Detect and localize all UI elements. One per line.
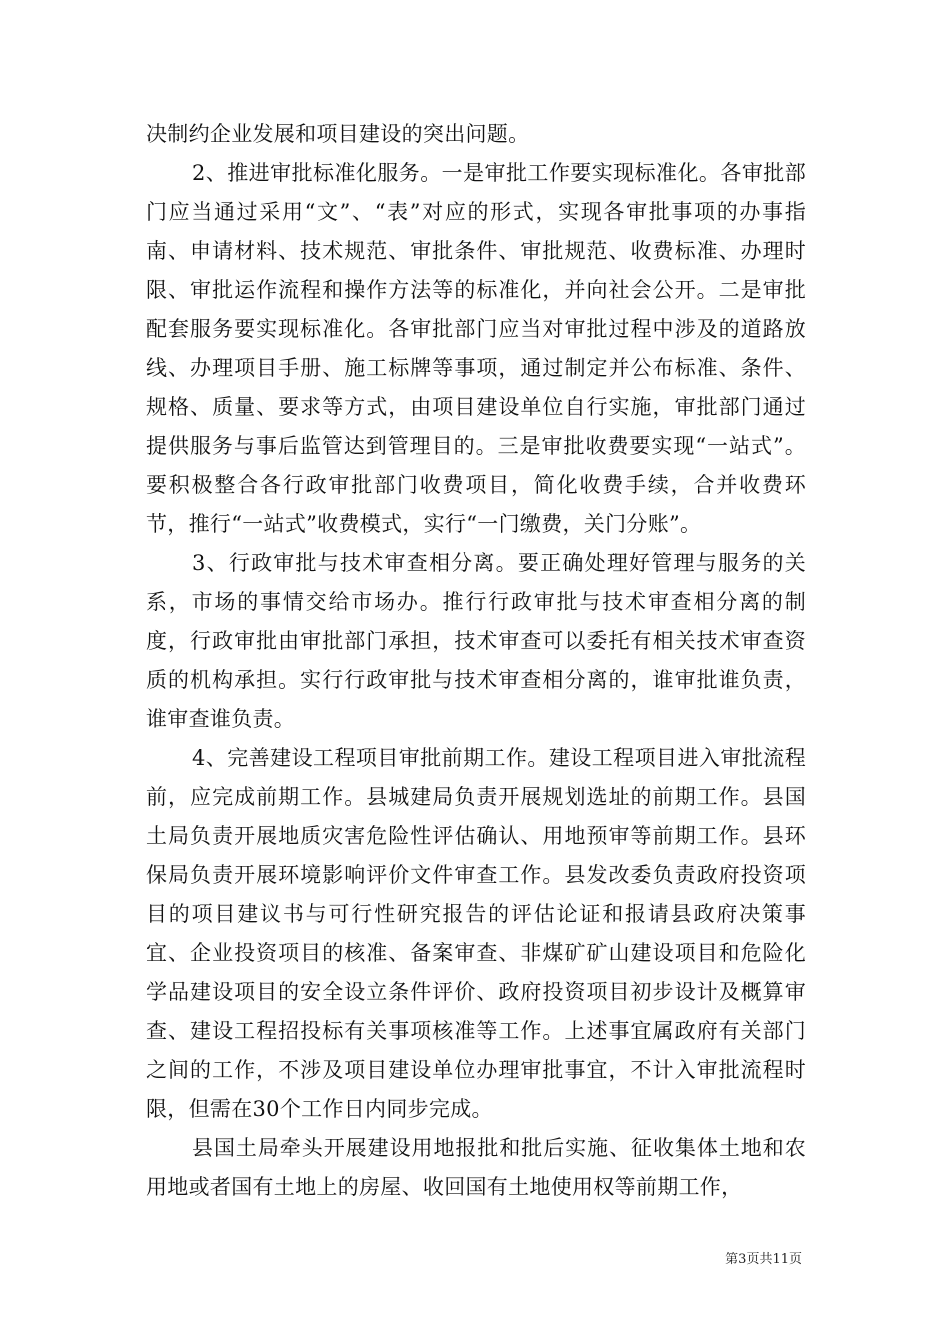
paragraph-item-3: 3、行政审批与技术审查相分离。要正确处理好管理与服务的关系，市场的事情交给市场办。推行行政审批与技术审查相分离的制度，行政审批由审批部门承担，技术审查可以委托有相关技术审查资质的机构承担。实行行政审批与技术审查相分离的，谁审批谁负责，谁审查谁负责。 [146, 551, 806, 731]
paragraph-continuation: 决制约企业发展和项目建设的突出问题。 [146, 122, 530, 146]
paragraph-item-4: 4、完善建设工程项目审批前期工作。建设工程项目进入审批流程前，应完成前期工作。县城建局负责开展规划选址的前期工作。县国土局负责开展地质灾害危险性评估确认、用地预审等前期工作。县环保局负责开展环境影响评价文件审查工作。县发改委负责政府投资项目的项目建议书与可行性研究报告的评估论证和报请县政府决策事宜、企业投资项目的核准、备案审查、非煤矿矿山建设项目和危险化学品建设项目的安全设立条件评价、政府投资项目初步设计及概算审查、建设工程招投标有关事项核准等工作。上述事宜属政府有关部门之间的工作，不涉及项目建设单位办理审批事宜，不计入审批流程时限，但需在30个工作日内同步完成。 [146, 746, 806, 1121]
paragraph-item-2: 2、推进审批标准化服务。一是审批工作要实现标准化。各审批部门应当通过采用“文”、“表”对应的形式，实现各审批事项的办事指南、申请材料、技术规范、审批条件、审批规范、收费标准、办理时限、审批运作流程和操作方法等的标准化，并向社会公开。二是审批配套服务要实现标准化。各审批部门应当对审批过程中涉及的道路放线、办理项目手册、施工标牌等事项，通过制定并公布标准、条件、规格、质量、要求等方式，由项目建设单位自行实施，审批部门通过提供服务与事后监管达到管理目的。三是审批收费要实现“一站式”。要积极整合各行政审批部门收费项目，简化收费手续，合并收费环节，推行“一站式”收费模式，实行“一门缴费，关门分账”。 [146, 161, 806, 536]
document-body [146, 115, 806, 1207]
page-number-footer: 第3页共11页 [725, 1252, 802, 1267]
paragraph-land-bureau: 县国土局牵头开展建设用地报批和批后实施、征收集体土地和农用地或者国有土地上的房屋、收回国有土地使用权等前期工作， [146, 1136, 806, 1199]
